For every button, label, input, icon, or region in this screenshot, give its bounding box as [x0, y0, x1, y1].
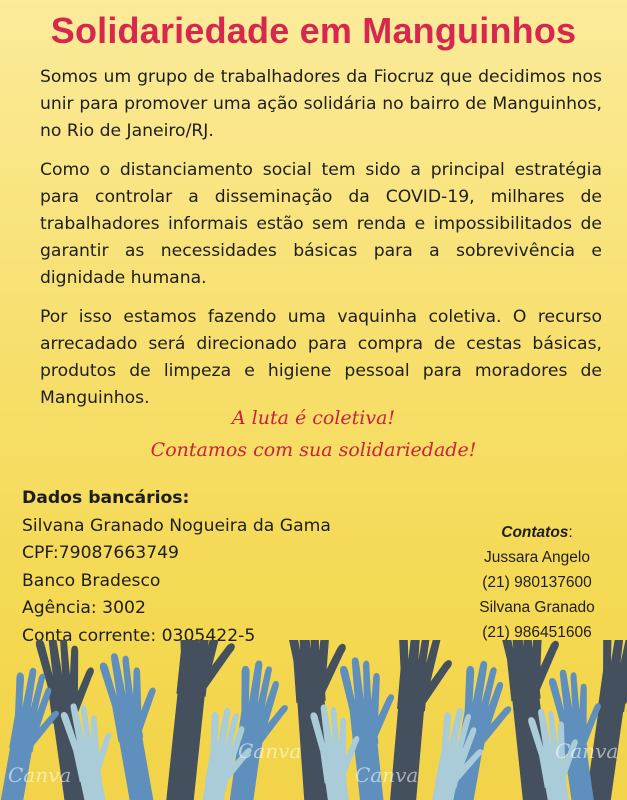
intro-text [40, 64, 602, 424]
bank-heading: Dados bancários: [22, 488, 190, 508]
watermark: Canva [238, 739, 302, 763]
watermark: Canva [8, 763, 72, 787]
contacts [462, 520, 612, 645]
contacts-heading [462, 520, 612, 545]
contact-name: Silvana Granado [479, 599, 595, 616]
paragraph-covid: Como o distanciamento social tem sido a principal estratégia para controlar a disseminação da COVID-19, milhares de trabalhadores informais estão sem renda e impossibilitados de garantir as necessidades básicas para a sobrevivência e dignidade humana. [40, 160, 602, 288]
contact-name: Jussara Angelo [484, 549, 590, 566]
poster-title: Solidariedade em Manguinhos [50, 10, 577, 51]
bank-name: Banco Bradesco [22, 570, 161, 591]
contacts-heading-word: Contatos [501, 524, 569, 541]
contact-phone: (21) 980137600 [482, 574, 592, 591]
contact-phone: (21) 986451606 [482, 624, 592, 641]
slogan-solidarity: Contamos com sua solidariedade! [150, 439, 477, 461]
bank-details [22, 485, 331, 650]
cpf: CPF:79087663749 [22, 543, 179, 563]
account-holder: Silvana Granado Nogueira da Gama [22, 515, 331, 536]
watermark: Canva [355, 763, 419, 787]
contacts-heading-colon: : [568, 524, 573, 541]
account-number: Conta corrente: 0305422-5 [22, 625, 256, 646]
watermark: Canva [555, 739, 619, 763]
raised-hands-illustration [0, 640, 627, 800]
agency: Agência: 3002 [22, 598, 146, 618]
slogan-collective: A luta é coletiva! [231, 407, 396, 429]
slogans [0, 402, 627, 466]
paragraph-fundraiser: Por isso estamos fazendo uma vaquinha coletiva. O recurso arrecadado será direcionado para compra de cestas básicas, produtos de limpeza e higiene pessoal para moradores de Manguinhos. [40, 307, 602, 408]
paragraph-group: Somos um grupo de trabalhadores da Fiocruz que decidimos nos unir para promover uma ação solidária no bairro de Manguinhos, no Rio de Janeiro/RJ. [40, 67, 602, 141]
